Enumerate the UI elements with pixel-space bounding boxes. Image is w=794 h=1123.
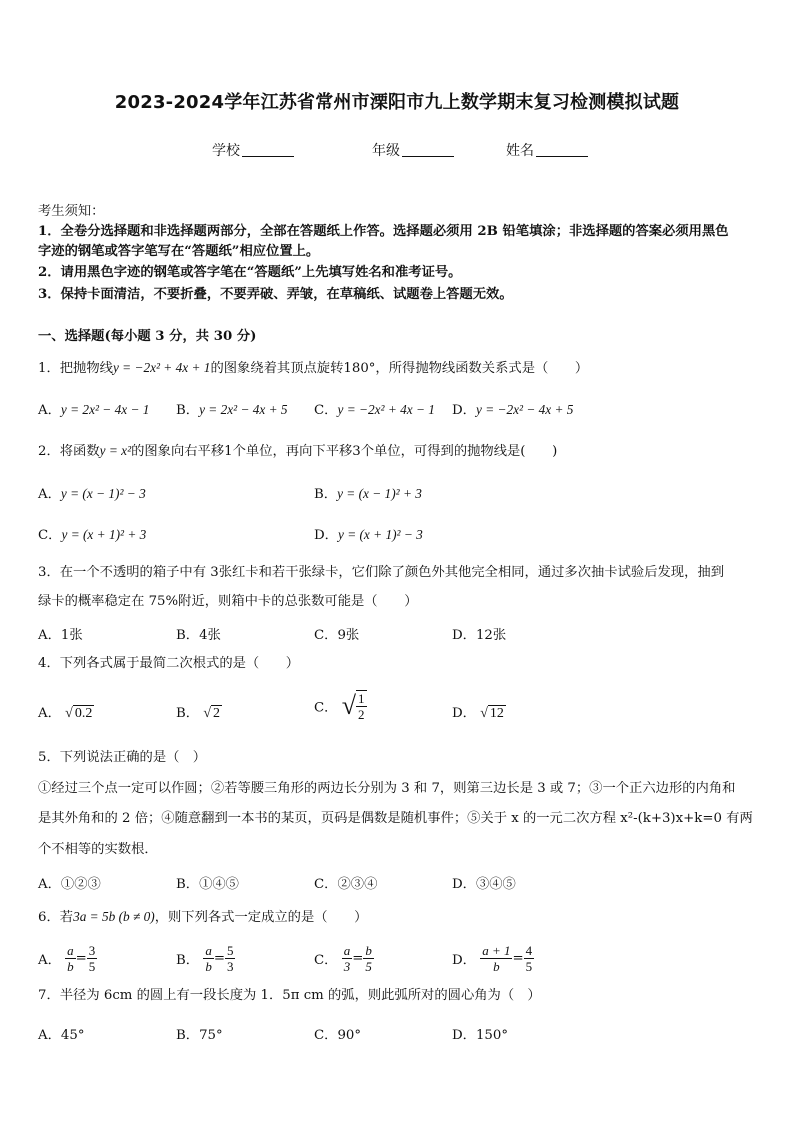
- q5-option-b[interactable]: B．①④⑤: [176, 877, 239, 892]
- name-field: [506, 140, 588, 160]
- q1-option-a-expr: y = 2x² − 4x − 1: [60, 402, 150, 417]
- q6-option-a[interactable]: [38, 943, 97, 974]
- frac-den: b: [205, 959, 212, 974]
- q3-line-2: 绿卡的概率稳定在 75%附近，则箱中卡的总张数可能是（ ）: [38, 594, 418, 609]
- q1-option-d[interactable]: [452, 399, 573, 418]
- frac-num: a + 1: [482, 943, 511, 958]
- q4-option-a-radicand: 0.2: [74, 706, 93, 721]
- q5-line-3: 个不相等的实数根．: [38, 842, 158, 857]
- q5-line-2: 是其外角和的 2 倍；④随意翻到一本书的某页，页码是偶数是随机事件；⑤关于 x 的一元二次方程 x²-(k+3)x+k=0 有两: [38, 811, 753, 826]
- q2-option-d-expr: y = (x + 1)² − 3: [337, 527, 423, 542]
- q4-stem: 4．下列各式属于最简二次根式的是（ ）: [38, 656, 300, 671]
- equals-sign: =: [512, 951, 524, 966]
- q2-option-c-label: C．: [38, 528, 62, 543]
- q6-a-right: [87, 943, 98, 974]
- q1-option-b[interactable]: [176, 399, 288, 418]
- q2-stem: [38, 441, 557, 462]
- q4-option-c-fraction: [356, 690, 367, 722]
- q1-option-a[interactable]: [38, 399, 149, 418]
- q1-stem: [38, 358, 588, 379]
- q1-option-a-label: A．: [38, 403, 61, 418]
- q2-option-c-expr: y = (x + 1)² + 3: [61, 527, 147, 542]
- frac-den: 5: [525, 959, 533, 974]
- q6-option-d[interactable]: [452, 943, 534, 974]
- q4-option-d-label: D．: [452, 706, 476, 721]
- equals-sign: =: [213, 951, 225, 966]
- school-label: 学校: [212, 143, 240, 159]
- school-blank: [242, 142, 294, 157]
- q6-option-b-label: B．: [176, 953, 200, 968]
- notice-line-4: 3．保持卡面清洁，不要折叠，不要弄破、弄皱，在草稿纸、试题卷上答题无效。: [38, 287, 513, 302]
- frac-den: b: [493, 959, 500, 974]
- frac-den: 3: [343, 959, 351, 974]
- q4-frac-den: 2: [358, 707, 365, 722]
- sqrt-icon: √ 0.2: [65, 706, 93, 721]
- frac-num: a: [343, 943, 351, 958]
- school-field: [212, 140, 294, 160]
- q1-option-b-expr: y = 2x² − 4x + 5: [199, 402, 288, 417]
- q7-option-c[interactable]: C．90°: [314, 1028, 362, 1043]
- q3-option-a[interactable]: A．1张: [38, 628, 83, 643]
- q6-option-c-label: C．: [314, 953, 338, 968]
- q7-option-b[interactable]: B．75°: [176, 1028, 223, 1043]
- q5-option-d[interactable]: D．③④⑤: [452, 877, 516, 892]
- sqrt-icon: √ 2: [203, 706, 220, 721]
- q4-option-b-label: B．: [176, 706, 200, 721]
- q2-option-a[interactable]: [38, 483, 146, 502]
- q2-option-b-label: B．: [314, 487, 338, 502]
- q1-option-d-expr: y = −2x² − 4x + 5: [475, 402, 574, 417]
- equals-sign: =: [75, 951, 87, 966]
- q6-stem-a: 6．若: [38, 910, 74, 925]
- grade-field: [372, 140, 454, 160]
- q7-option-a[interactable]: A．45°: [38, 1028, 85, 1043]
- frac-num: b: [365, 943, 372, 958]
- frac-den: 5: [365, 959, 372, 974]
- q6-b-left: [203, 943, 214, 974]
- q6-d-left: [480, 943, 512, 974]
- q1-option-d-label: D．: [452, 403, 476, 418]
- q6-option-c[interactable]: [314, 943, 374, 974]
- q6-b-right: [225, 943, 236, 974]
- q5-option-c[interactable]: C．②③④: [314, 877, 378, 892]
- q2-expr: y = x²: [99, 443, 132, 458]
- q4-option-a[interactable]: [38, 702, 94, 722]
- q3-line-1: 3．在一个不透明的箱子中有 3张红卡和若干张绿卡，它们除了颜色外其他完全相同，通过多次抽卡试验后发现，抽到: [38, 565, 724, 580]
- q2-option-d-label: D．: [314, 528, 338, 543]
- q3-option-c[interactable]: C．9张: [314, 628, 360, 643]
- q6-d-right: [524, 943, 535, 974]
- q3-option-b[interactable]: B．4张: [176, 628, 221, 643]
- grade-label: 年级: [372, 143, 400, 159]
- notice-line-3: 2．请用黑色字迹的钢笔或答字笔在“答题纸”上先填写姓名和准考证号。: [38, 265, 462, 280]
- page-title: 2023-2024学年江苏省常州市溧阳市九上数学期末复习检测模拟试题: [114, 92, 680, 113]
- q2-stem-a: 2．将函数: [38, 444, 100, 459]
- q6-stem: [38, 907, 367, 928]
- equals-sign: =: [352, 951, 364, 966]
- q3-option-d[interactable]: D．12张: [452, 628, 507, 643]
- q1-stem-a: 1．把抛物线: [38, 361, 113, 376]
- q6-c-left: [342, 943, 353, 974]
- q7-stem: 7．半径为 6cm 的圆上有一段长度为 1．5π cm 的弧，则此弧所对的圆心角为（ ）: [38, 988, 541, 1003]
- q1-expr: y = −2x² + 4x + 1: [112, 360, 211, 375]
- q2-option-d[interactable]: [314, 524, 423, 543]
- sqrt-icon: √ 12: [480, 706, 504, 721]
- q6-option-d-label: D．: [452, 953, 476, 968]
- q2-option-a-expr: y = (x − 1)² − 3: [60, 486, 146, 501]
- notice-heading: 考生须知：: [38, 204, 105, 219]
- q1-option-c[interactable]: [314, 399, 435, 418]
- q2-option-b-expr: y = (x − 1)² + 3: [337, 486, 422, 501]
- q2-option-c[interactable]: [38, 524, 146, 543]
- q6-option-a-label: A．: [38, 953, 61, 968]
- q2-option-b[interactable]: [314, 483, 422, 502]
- notice-line-2: 字迹的钢笔或答字笔写在“答题纸”相应位置上。: [38, 244, 320, 259]
- sqrt-icon: √: [341, 691, 356, 720]
- q6-stem-b: ，则下列各式一定成立的是（ ）: [154, 910, 368, 925]
- frac-num: 4: [525, 943, 533, 958]
- q2-option-a-label: A．: [38, 487, 61, 502]
- frac-den: b: [67, 959, 74, 974]
- q6-option-b[interactable]: [176, 943, 235, 974]
- frac-den: 3: [226, 959, 234, 974]
- frac-num: a: [205, 943, 212, 958]
- q4-option-d-radicand: 12: [489, 706, 504, 721]
- q6-c-right: [363, 943, 374, 974]
- q5-stem: 5．下列说法正确的是（ ）: [38, 750, 207, 765]
- section-heading: 一、选择题(每小题 3 分，共 30 分): [38, 329, 257, 344]
- q6-expr: 3a = 5b (b ≠ 0): [73, 909, 155, 924]
- q1-stem-b: 的图象绕着其顶点旋转180°，所得抛物线函数关系式是（ ）: [210, 361, 589, 376]
- q4-option-c[interactable]: [314, 690, 367, 722]
- q1-option-c-expr: y = −2x² + 4x − 1: [337, 402, 435, 417]
- q4-option-a-label: A．: [38, 706, 61, 721]
- q2-stem-b: 的图象向右平移1个单位，再向下平移3个单位，可得到的抛物线是( ): [131, 444, 558, 459]
- q1-option-c-label: C．: [314, 403, 338, 418]
- grade-blank: [402, 142, 454, 157]
- q6-a-left: [65, 943, 76, 974]
- frac-den: 5: [88, 959, 96, 974]
- q5-option-a[interactable]: A．①②③: [38, 877, 101, 892]
- frac-num: 5: [226, 943, 234, 958]
- q4-option-d[interactable]: [452, 702, 506, 722]
- q4-option-b[interactable]: [176, 702, 222, 722]
- name-label: 姓名: [506, 143, 534, 159]
- q7-option-d[interactable]: D．150°: [452, 1028, 508, 1043]
- name-blank: [536, 142, 588, 157]
- frac-num: a: [67, 943, 74, 958]
- q4-option-c-label: C．: [314, 700, 338, 716]
- q1-option-b-label: B．: [176, 403, 200, 418]
- q5-line-1: ①经过三个点一定可以作圆；②若等腰三角形的两边长分别为 3 和 7，则第三边长是 3 或 7；③一个正六边形的内角和: [38, 781, 736, 796]
- q4-frac-num: 1: [358, 691, 365, 706]
- frac-num: 3: [88, 943, 96, 958]
- notice-line-1: 1．全卷分选择题和非选择题两部分，全部在答题纸上作答。选择题必须用 2B 铅笔填涂；非选择题的答案必须用黑色: [38, 224, 729, 239]
- q4-option-b-radicand: 2: [213, 706, 220, 721]
